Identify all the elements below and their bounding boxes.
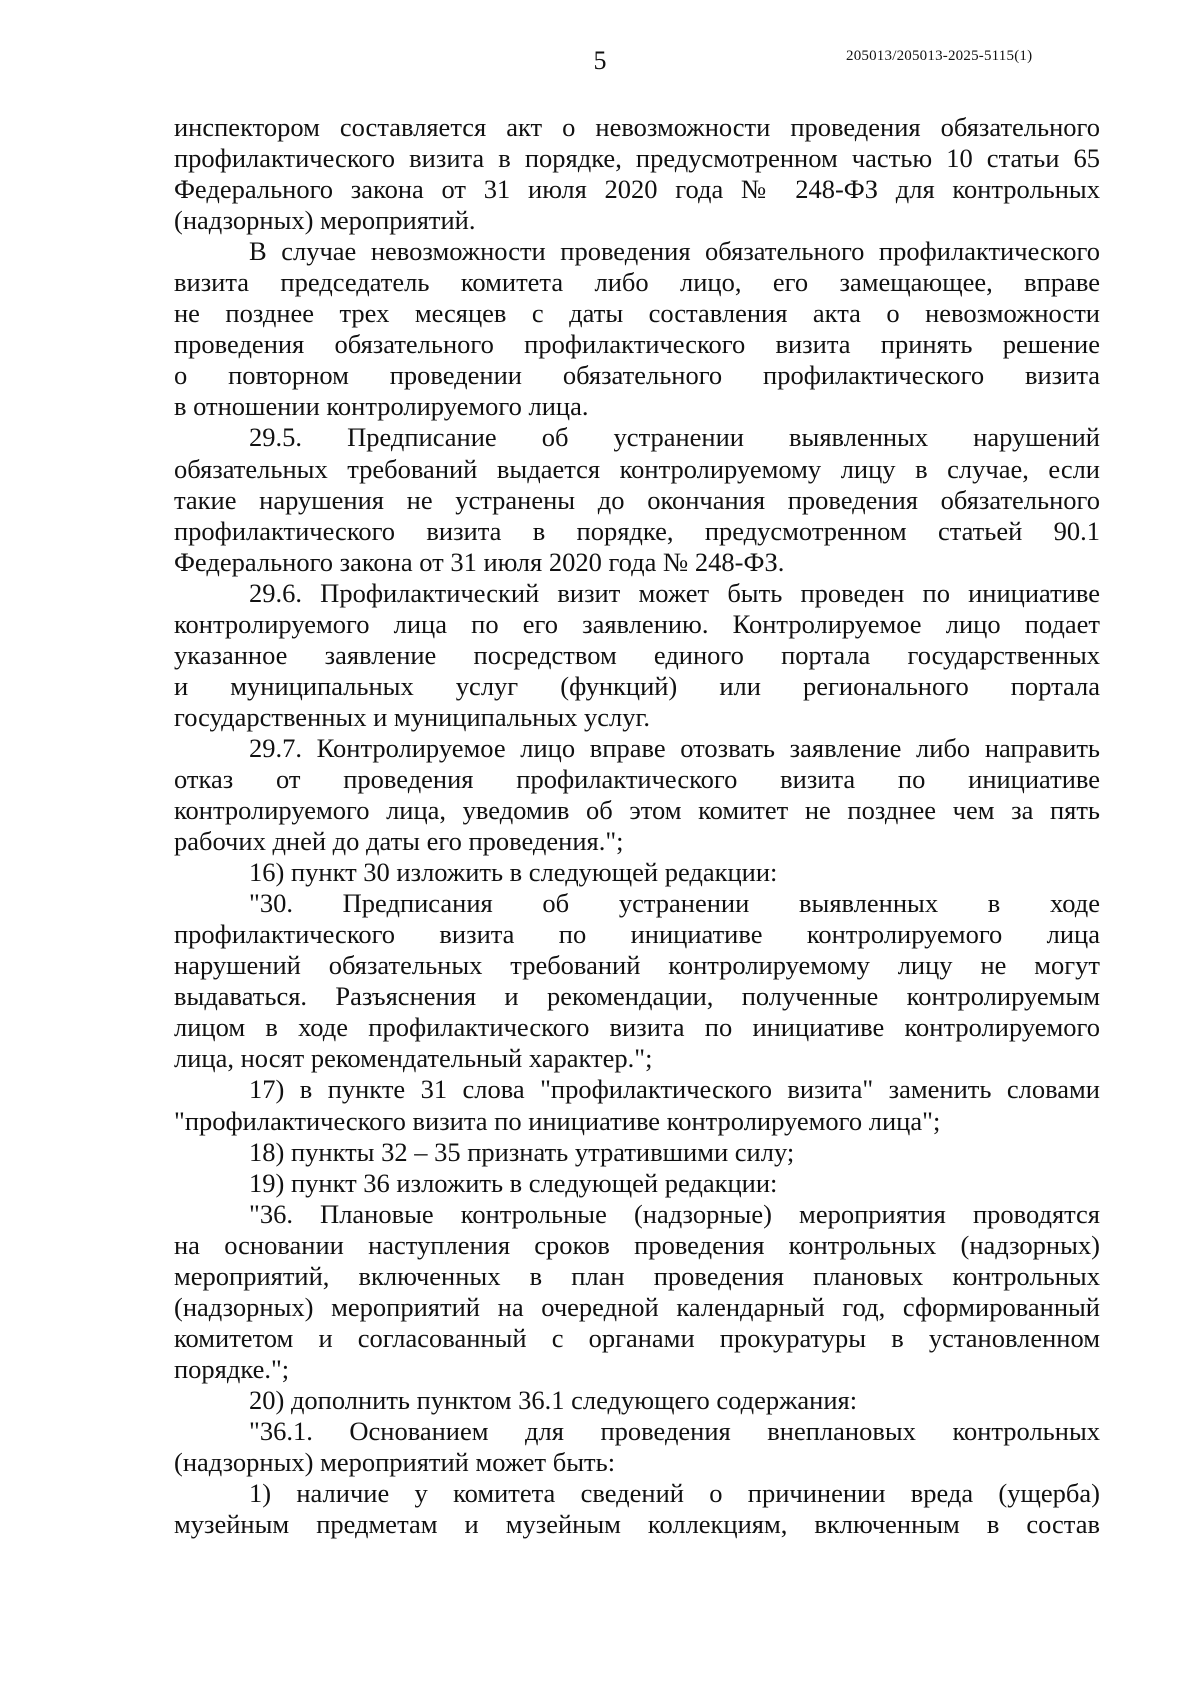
text-line: комитетом и согласованный с органами прокуратуры в установленном xyxy=(174,1322,1100,1353)
text-line: отказ от проведения профилактического визита по инициативе xyxy=(174,763,1100,794)
text-line: "36. Плановые контрольные (надзорные) мероприятия проводятся xyxy=(249,1198,1100,1229)
text-line: "36.1. Основанием для проведения внеплановых контрольных xyxy=(249,1415,1100,1446)
text-line: лица, носят рекомендательный характер."; xyxy=(174,1043,653,1074)
text-line: 17) в пункте 31 слова "профилактического визита" заменить словами xyxy=(249,1074,1100,1105)
text-line: (надзорных) мероприятий может быть: xyxy=(174,1447,616,1478)
text-line: 1) наличие у комитета сведений о причинении вреда (ущерба) xyxy=(249,1478,1100,1509)
text-line: о повторном проведении обязательного профилактического визита xyxy=(174,360,1100,391)
text-line: проведения обязательного профилактического визита принять решение xyxy=(174,329,1100,360)
text-line: Федерального закона от 31 июля 2020 года № 248-ФЗ для контрольных xyxy=(174,174,1100,205)
text-line: 29.5. Предписание об устранении выявленных нарушений xyxy=(249,422,1100,453)
text-line: рабочих дней до даты его проведения."; xyxy=(174,826,624,857)
text-line: визита председатель комитета либо лицо, его замещающее, вправе xyxy=(174,267,1100,298)
document-code: 205013/205013-2025-5115(1) xyxy=(846,48,1033,64)
text-line: лицом в ходе профилактического визита по инициативе контролируемого xyxy=(174,1012,1100,1043)
text-line: контролируемого лица по его заявлению. Контролируемое лицо подает xyxy=(174,608,1100,639)
text-line: профилактического визита по инициативе контролируемого лица xyxy=(174,919,1100,950)
text-line: контролируемого лица, уведомив об этом комитет не позднее чем за пять xyxy=(174,795,1100,826)
text-line: обязательных требований выдается контролируемому лицу в случае, если xyxy=(174,453,1100,484)
text-line: профилактического визита в порядке, предусмотренном частью 10 статьи 65 xyxy=(174,143,1100,174)
text-line: не позднее трех месяцев с даты составления акта о невозможности xyxy=(174,298,1100,329)
text-line: указанное заявление посредством единого портала государственных xyxy=(174,639,1100,670)
text-line: на основании наступления сроков проведения контрольных (надзорных) xyxy=(174,1229,1100,1260)
page-number: 5 xyxy=(593,46,607,75)
text-line: (надзорных) мероприятий на очередной календарный год, сформированный xyxy=(174,1291,1100,1322)
text-line: 19) пункт 36 изложить в следующей редакции: xyxy=(249,1167,778,1198)
text-line: государственных и муниципальных услуг. xyxy=(174,701,651,732)
text-line: такие нарушения не устранены до окончания проведения обязательного xyxy=(174,484,1100,515)
text-line: мероприятий, включенных в план проведения плановых контрольных xyxy=(174,1260,1100,1291)
text-line: 29.6. Профилактический визит может быть проведен по инициативе xyxy=(249,577,1100,608)
text-line: нарушений обязательных требований контролируемому лицу не могут xyxy=(174,950,1100,981)
text-line: и муниципальных услуг (функций) или регионального портала xyxy=(174,670,1100,701)
text-line: профилактического визита в порядке, предусмотренном статьей 90.1 xyxy=(174,515,1100,546)
text-line: порядке."; xyxy=(174,1353,290,1384)
text-line: В случае невозможности проведения обязательного профилактического xyxy=(249,236,1100,267)
text-line: музейным предметам и музейным коллекциям, включенным в состав xyxy=(174,1509,1100,1540)
body-text xyxy=(174,112,1100,1540)
text-line: Федерального закона от 31 июля 2020 года № 248-ФЗ. xyxy=(174,546,785,577)
text-line: 16) пункт 30 изложить в следующей редакции: xyxy=(249,857,778,888)
text-line: "профилактического визита по инициативе контролируемого лица"; xyxy=(174,1105,941,1136)
text-line: инспектором составляется акт о невозможности проведения обязательного xyxy=(174,112,1100,142)
text-line: 18) пункты 32 – 35 признать утратившими силу; xyxy=(249,1136,795,1167)
text-line: выдаваться. Разъяснения и рекомендации, полученные контролируемым xyxy=(174,981,1100,1012)
text-line: "30. Предписания об устранении выявленных в ходе xyxy=(249,888,1100,919)
text-line: 20) дополнить пунктом 36.1 следующего содержания: xyxy=(249,1384,858,1415)
text-line: (надзорных) мероприятий. xyxy=(174,205,476,236)
text-line: в отношении контролируемого лица. xyxy=(174,391,589,422)
text-line: 29.7. Контролируемое лицо вправе отозвать заявление либо направить xyxy=(249,732,1100,763)
